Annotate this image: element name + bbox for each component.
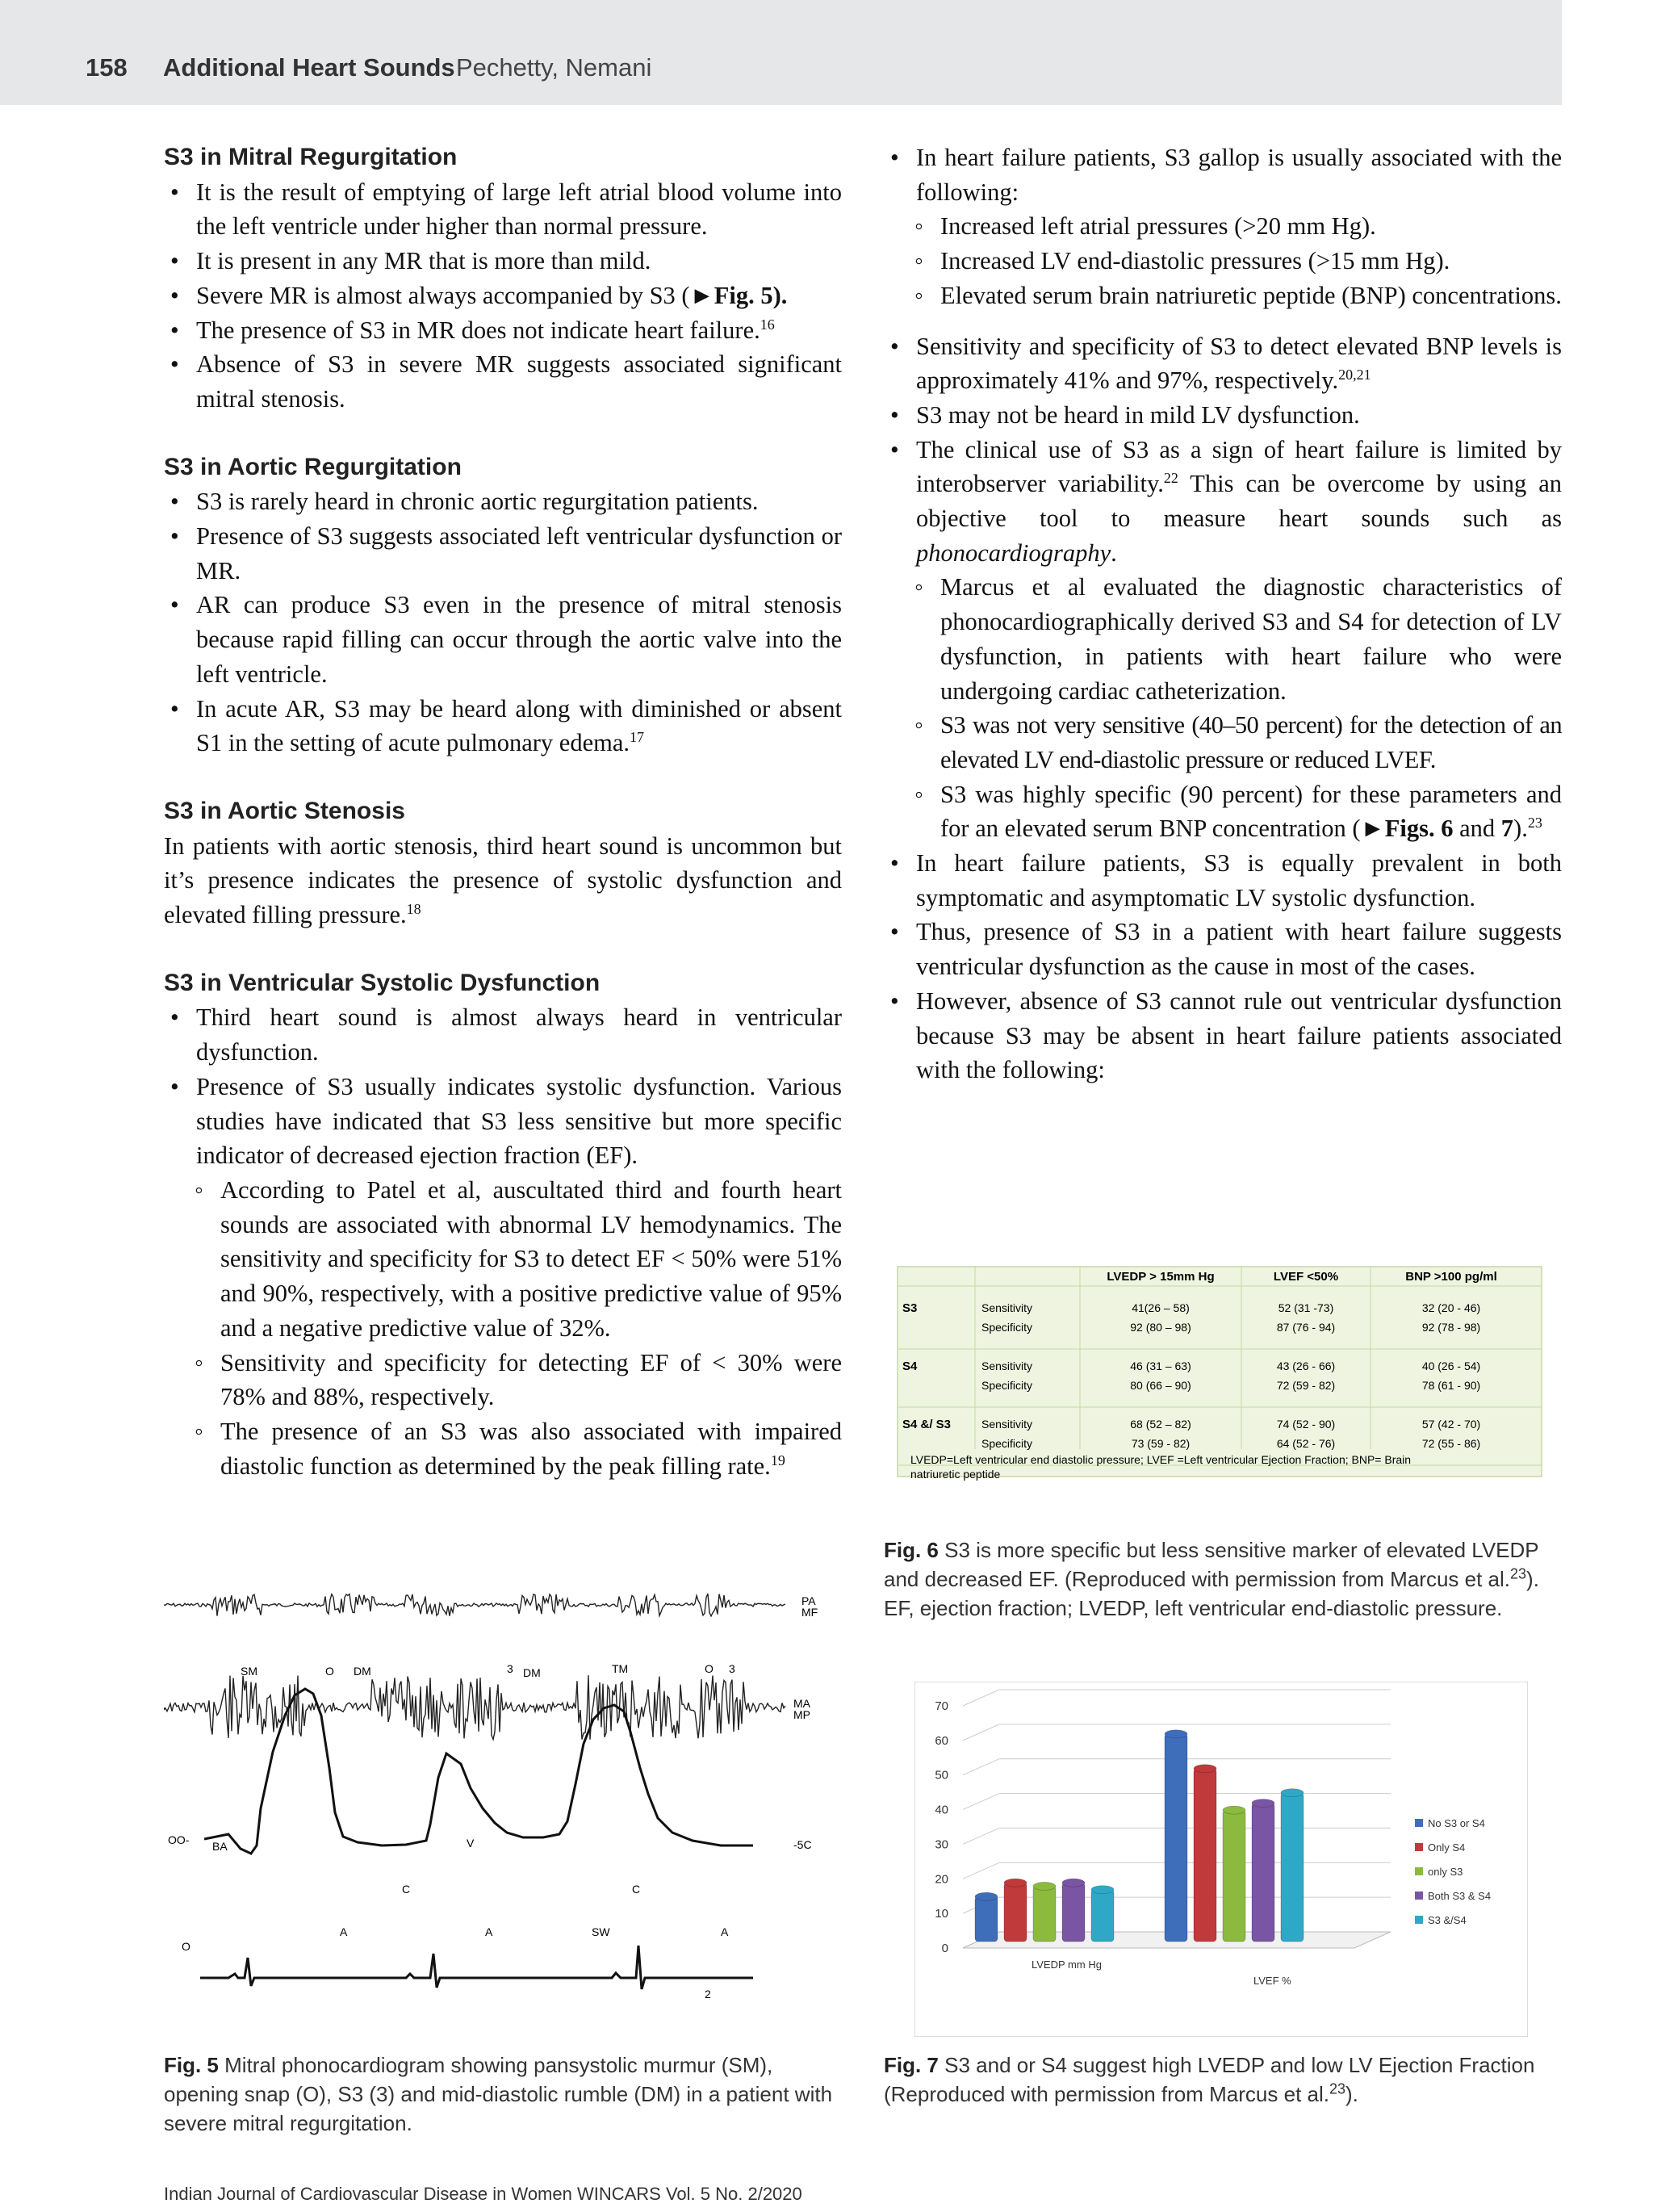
label-mf: MF <box>801 1606 818 1619</box>
table-group-label: S4 &/ S3 <box>902 1418 952 1431</box>
label-3-1: 3 <box>507 1662 513 1675</box>
list-item: • Presence of S3 usually indicates systolic dysfunction. Various studies have indicated that S3 less sensitive but more specific indicator of decreased ejection fraction (EF). ◦ According to Patel et al, auscultated third and fourth heart sounds are associated with abnormal LV hemodynamics. The sensitivity and specificity for S3 to detect EF < 50% were 51% and 90%, respectively, with a positive predictive value of 95% and a negative predictive value of 32%. ◦ Sensitivity and specificity for detecting EF of < 30% were 78% and 88%, respectively. ◦ The presence of an S3 was also associated with impaired diastolic function as determined by the peak filling rate.$^{19}$ <box>164 1070 842 1483</box>
table-cell: 72 (55 - 86) <box>1421 1437 1481 1450</box>
table-metric: Specificity <box>981 1321 1033 1334</box>
fig6-label: Fig. 6 <box>884 1538 939 1562</box>
label-sw: SW <box>592 1925 610 1938</box>
table-footnote: natriuretic peptide <box>910 1468 1001 1481</box>
heading-ventricular-systolic-dysfunction: S3 in Ventricular Systolic Dysfunction <box>164 969 601 996</box>
list-item: ◦ Increased LV end-diastolic pressures (>15 mm Hg). <box>884 244 1562 279</box>
pcg-sublist <box>884 570 1562 846</box>
chart-bar-top <box>1252 1799 1274 1808</box>
page-number: 158 <box>86 53 128 82</box>
label-o2: O <box>705 1662 714 1675</box>
label-a2: A <box>485 1925 493 1938</box>
vsd-list <box>164 1000 842 1483</box>
left-column <box>164 140 842 1483</box>
label-3-2: 3 <box>729 1662 735 1675</box>
fig7-ref-link[interactable]: 7 <box>1500 815 1514 843</box>
list-item: • Presence of S3 suggests associated left ventricular dysfunction or MR. <box>164 519 842 588</box>
fig7-caption: Fig. 7 S3 and or S4 suggest high LVEDP and low LV Ejection Fraction (Reproduced with permission from Marcus et al.$^{23}$). <box>884 2053 1535 2106</box>
list-item: • Sensitivity and specificity of S3 to detect elevated BNP levels is approximately 41% and 97%, respectively.$^{20,21}$ <box>884 329 1562 398</box>
chart-bar-top <box>1281 1789 1304 1797</box>
list-item: ◦ The presence of an S3 was also associated with impaired diastolic function as determined by the peak filling rate.$^{19}$ <box>164 1414 842 1483</box>
list-item: • However, absence of S3 cannot rule out ventricular dysfunction because S3 may be absent in heart failure patients associated with the following: <box>884 984 1562 1087</box>
right-column <box>884 140 1562 1087</box>
table-cell: 57 (42 - 70) <box>1421 1418 1481 1431</box>
list-item: • Severe MR is almost always accompanied by S3 (►Fig. 5). <box>164 279 842 313</box>
table-cell: 73 (59 - 82) <box>1131 1437 1191 1450</box>
fig7-label: Fig. 7 <box>884 2053 939 2077</box>
table-cell: 92 (80 – 98) <box>1130 1321 1191 1334</box>
citation: 20,21 <box>1338 367 1371 383</box>
label-two: 2 <box>705 1988 711 2000</box>
authors: Pechetty, Nemani <box>456 53 652 82</box>
legend-swatch <box>1415 1867 1423 1875</box>
table-metric: Sensitivity <box>981 1301 1033 1314</box>
table-cell: 52 (31 -73) <box>1278 1301 1334 1314</box>
as-paragraph: In patients with aortic stenosis, third heart sound is uncommon but it’s presence indicates the presence of systolic dysfunction and elevated filling pressure.$^{18}$ <box>164 832 842 929</box>
list-item: ◦ According to Patel et al, auscultated third and fourth heart sounds are associated with abnormal LV hemodynamics. The sensitivity and specificity for S3 to detect EF < 50% were 51% and 90%, respectively, with a positive predictive value of 95% and a negative predictive value of 32%. <box>164 1173 842 1346</box>
table-cell: 72 (59 - 82) <box>1276 1379 1336 1392</box>
list-item: • It is present in any MR that is more than mild. <box>164 244 842 279</box>
label-tm: TM <box>612 1662 629 1675</box>
label-mp: MP <box>793 1708 810 1721</box>
list-item: ◦ Elevated serum brain natriuretic peptide (BNP) concentrations. <box>884 279 1562 313</box>
label-sm: SM <box>241 1665 257 1678</box>
table-metric: Specificity <box>981 1379 1033 1392</box>
fig5-caption: Fig. 5 Mitral phonocardiogram showing pansystolic murmur (SM), opening snap (O), S3 (3) and mid-diastolic rumble (DM) in a patient with severe mitral regurgitation. <box>164 2053 833 2135</box>
table-cell: 32 (20 - 46) <box>1421 1301 1481 1314</box>
table-cell: 64 (52 - 76) <box>1276 1437 1336 1450</box>
hf-list <box>884 140 1562 1087</box>
chart-bar <box>1252 1804 1274 1942</box>
mr-list <box>164 175 842 417</box>
chart-bar-top <box>1194 1765 1216 1773</box>
citation: 19 <box>770 1452 785 1468</box>
list-item: ◦ Marcus et al evaluated the diagnostic characteristics of phonocardiographically derived S3 and S4 for detection of LV dysfunction, in patients with heart failure who were undergoing cardiac catheterization. <box>884 570 1562 708</box>
label-c1: C <box>402 1883 411 1896</box>
table-header: BNP >100 pg/ml <box>1405 1270 1497 1284</box>
fig5-phonocardiogram <box>164 1566 842 2026</box>
chart-bar-top <box>1091 1886 1114 1894</box>
ar-list <box>164 484 842 760</box>
chart-bar <box>1194 1769 1216 1942</box>
heading-mitral-regurgitation: S3 in Mitral Regurgitation <box>164 144 458 170</box>
table-cell: 46 (31 – 63) <box>1130 1359 1191 1372</box>
label-ba: BA <box>212 1840 228 1853</box>
table-footnote: LVEDP=Left ventricular end diastolic pressure; LVEF =Left ventricular Ejection Fraction; BNP= Brain <box>910 1453 1412 1466</box>
label-zero: O <box>182 1940 190 1953</box>
chart-bar-top <box>1062 1879 1085 1887</box>
table-cell: 68 (52 – 82) <box>1130 1418 1191 1431</box>
legend-label: No S3 or S4 <box>1428 1817 1485 1829</box>
label-5c: -5C <box>793 1838 812 1851</box>
list-item: • In acute AR, S3 may be heard along with diminished or absent S1 in the setting of acute pulmonary edema.$^{17}$ <box>164 692 842 760</box>
table-metric: Specificity <box>981 1437 1033 1450</box>
table-metric: Sensitivity <box>981 1418 1033 1431</box>
legend-label: S3 &/S4 <box>1428 1914 1467 1926</box>
label-dm1: DM <box>354 1665 371 1678</box>
label-c2: C <box>632 1883 641 1896</box>
fig7-bar-chart <box>914 1682 1528 2037</box>
list-item: ◦ S3 was highly specific (90 percent) for these parameters and for an elevated serum BNP concentration (►Figs. 6 and 7).$^{23}$ <box>884 777 1562 846</box>
ecg-trace <box>200 1946 753 1989</box>
list-item: • Third heart sound is almost always heard in ventricular dysfunction. <box>164 1000 842 1069</box>
chart-bar-top <box>1004 1879 1027 1887</box>
label-v: V <box>467 1837 475 1850</box>
legend-swatch <box>1415 1843 1423 1851</box>
y-tick-label: 0 <box>941 1942 948 1955</box>
chart-bar <box>1165 1734 1187 1942</box>
table-header: LVEF <50% <box>1273 1270 1339 1284</box>
table-cell: 40 (26 - 54) <box>1421 1359 1481 1372</box>
table-cell: 78 (61 - 90) <box>1421 1379 1481 1392</box>
list-item: • In heart failure patients, S3 gallop is usually associated with the following: ◦ Increased left atrial pressures (>20 mm Hg). ◦ Increased LV end-diastolic pressures (>15 mm Hg). ◦ Elevated serum brain natriuretic peptide (BNP) concentrations. <box>884 140 1562 313</box>
running-header <box>0 0 1562 105</box>
chart-bar-top <box>975 1892 998 1900</box>
table-cell: 41(26 – 58) <box>1132 1301 1190 1314</box>
label-o1: O <box>325 1665 334 1678</box>
legend-swatch <box>1415 1819 1423 1827</box>
legend-label: Only S4 <box>1428 1841 1466 1854</box>
table-metric: Sensitivity <box>981 1359 1033 1372</box>
table-group-label: S3 <box>902 1301 918 1315</box>
fig6-table <box>894 1263 1545 1481</box>
table-cell: 80 (66 – 90) <box>1130 1379 1191 1392</box>
y-tick-label: 60 <box>935 1733 948 1748</box>
legend-label: only S3 <box>1428 1866 1463 1878</box>
chart-bar-top <box>1165 1730 1187 1738</box>
table-cell: 74 (52 - 90) <box>1276 1418 1336 1431</box>
heading-aortic-regurgitation: S3 in Aortic Regurgitation <box>164 453 462 480</box>
y-tick-label: 70 <box>935 1699 948 1713</box>
label-a3: A <box>721 1925 729 1938</box>
y-tick-label: 30 <box>935 1837 948 1852</box>
list-item: • In heart failure patients, S3 is equally prevalent in both symptomatic and asymptomatic LV systolic dysfunction. <box>884 846 1562 915</box>
citation: 22 <box>1163 470 1178 487</box>
table-header: LVEDP > 15mm Hg <box>1107 1270 1215 1284</box>
citation: 23 <box>1527 815 1542 832</box>
heading-aortic-stenosis: S3 in Aortic Stenosis <box>164 797 405 824</box>
chart-bar <box>1033 1886 1056 1942</box>
chart-bar <box>1223 1810 1245 1942</box>
chart-bar-top <box>1033 1882 1056 1890</box>
x-category-label: LVEF % <box>1253 1975 1291 1987</box>
chart-bar-top <box>1223 1806 1245 1814</box>
label-a1: A <box>340 1925 348 1938</box>
list-item: ◦ S3 was not very sensitive (40–50 percent) for the detection of an elevated LV end-diastolic pressure or reduced LVEF. <box>884 708 1562 777</box>
table-cell: 87 (76 - 94) <box>1276 1321 1336 1334</box>
list-item: • Thus, presence of S3 in a patient with heart failure suggests ventricular dysfunction as the cause in most of the cases. <box>884 915 1562 983</box>
fig7-chart <box>914 1682 1528 2037</box>
chart-bar <box>1062 1883 1085 1942</box>
fig5-label: Fig. 5 <box>164 2053 219 2077</box>
chart-bar <box>975 1896 998 1942</box>
y-tick-label: 20 <box>935 1872 948 1887</box>
chart-bar <box>1281 1793 1304 1942</box>
list-item: • The clinical use of S3 as a sign of heart failure is limited by interobserver variability.$^{22}$ This can be overcome by using an objective tool to measure heart sounds such as phonocardiography. ◦ Marcus et al evaluated the diagnostic characteristics of phonocardiographically derived S3 and S4 for detection of LV dysfunction, in patients with heart failure who were undergoing cardiac catheterization. ◦ S3 was not very sensitive (40–50 percent) for the detection of an elevated LV end-diastolic pressure or reduced LVEF. ◦ S3 was highly specific (90 percent) for these parameters and for an elevated serum BNP concentration (►Figs. 6 and 7).$^{23}$ <box>884 433 1562 846</box>
y-tick-label: 10 <box>935 1907 948 1921</box>
y-tick-label: 50 <box>935 1768 948 1783</box>
chart-bar <box>1004 1883 1027 1942</box>
citation: 18 <box>406 900 421 917</box>
citation: 16 <box>760 316 775 333</box>
list-item: • S3 is rarely heard in chronic aortic regurgitation patients. <box>164 484 842 519</box>
vsd-sublist <box>164 1173 842 1483</box>
label-pa: PA <box>801 1594 816 1607</box>
label-oo: OO- <box>168 1833 190 1846</box>
legend-label: Both S3 & S4 <box>1428 1890 1492 1902</box>
fig6-ref-link[interactable]: ►Figs. 6 <box>1360 815 1454 843</box>
list-item: • The presence of S3 in MR does not indicate heart failure.$^{16}$ <box>164 313 842 348</box>
label-ma: MA <box>793 1697 810 1710</box>
label-dm2: DM <box>523 1666 541 1679</box>
legend-swatch <box>1415 1916 1423 1924</box>
list-item: • S3 may not be heard in mild LV dysfunction. <box>884 398 1562 433</box>
list-item: • AR can produce S3 even in the presence of mitral stenosis because rapid filling can occur through the aortic valve into the left ventricle. <box>164 588 842 691</box>
y-tick-label: 40 <box>935 1803 948 1817</box>
hf-sublist <box>884 209 1562 312</box>
chart-bar <box>1091 1890 1114 1942</box>
list-item: ◦ Sensitivity and specificity for detecting EF of < 30% were 78% and 88%, respectively. <box>164 1346 842 1414</box>
legend-swatch <box>1415 1892 1423 1900</box>
list-item: • It is the result of emptying of large left atrial blood volume into the left ventricle under higher than normal pressure. <box>164 175 842 244</box>
list-item: ◦ Increased left atrial pressures (>20 mm Hg). <box>884 209 1562 244</box>
section-title: Additional Heart Sounds <box>163 53 455 82</box>
table-group-label: S4 <box>902 1359 918 1373</box>
citation: 17 <box>630 729 644 746</box>
x-category-label: LVEDP mm Hg <box>1032 1959 1102 1971</box>
fig5-ref-link[interactable]: ►Fig. 5 <box>689 281 773 309</box>
table-cell: 43 (26 - 66) <box>1276 1359 1336 1372</box>
table-cell: 92 (78 - 98) <box>1421 1321 1481 1334</box>
footer: Indian Journal of Cardiovascular Disease in Women WINCARS Vol. 5 No. 2/2020 <box>164 2184 802 2204</box>
fig6-caption: Fig. 6 S3 is more specific but less sensitive marker of elevated LVEDP and decreased EF. (Reproduced with permission from Marcus et al.$^{23}$). EF, ejection fraction; LVEDP, left ventricular end-diastolic pressure. <box>884 1538 1539 1620</box>
fig6-table-graphic <box>894 1263 1545 1481</box>
phonocardiogram-graphic <box>164 1566 842 2026</box>
list-item: • Absence of S3 in severe MR suggests associated significant mitral stenosis. <box>164 347 842 416</box>
